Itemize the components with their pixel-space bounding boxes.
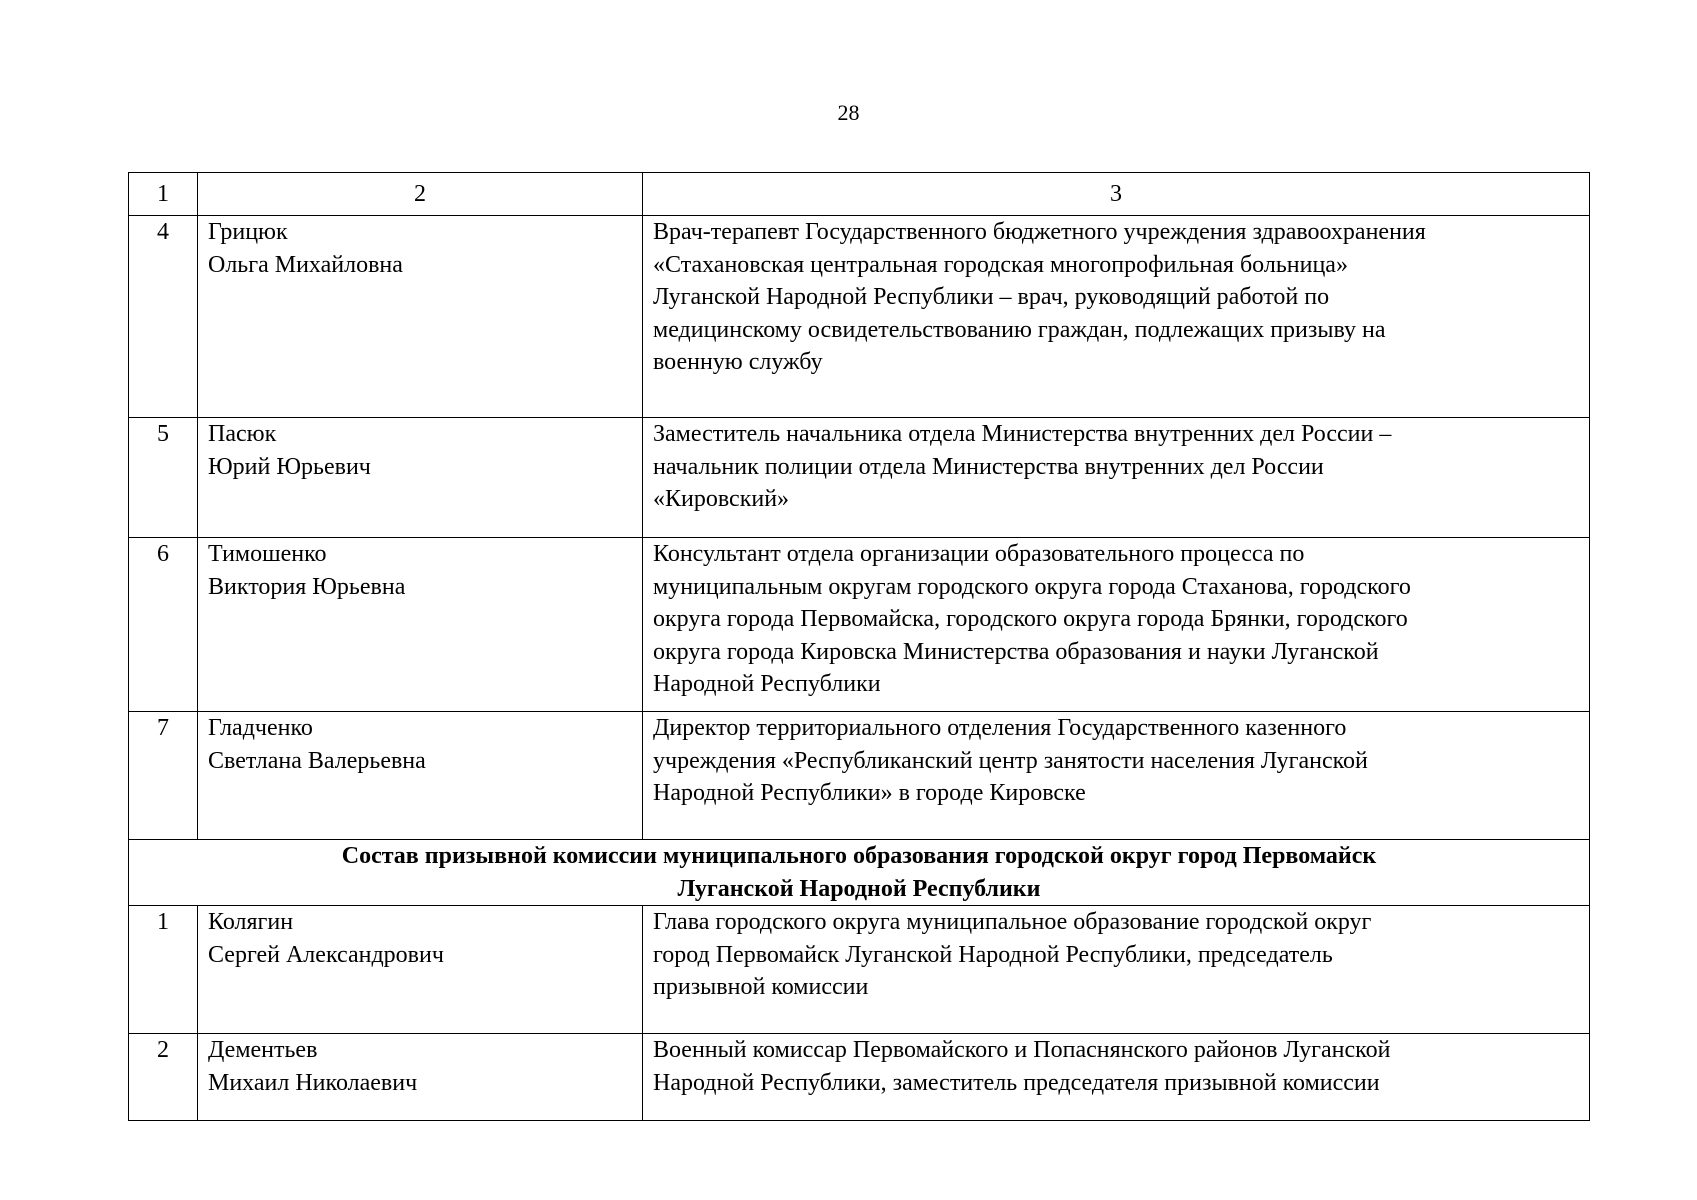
section-title-line: Состав призывной комиссии муниципального образования городской округ город Первомайск bbox=[341, 843, 1377, 869]
position-line: Глава городского округа муниципальное образование городской округ bbox=[653, 909, 1372, 935]
row-number: 7 bbox=[129, 712, 198, 840]
row-number: 4 bbox=[129, 216, 198, 418]
section-title-row bbox=[129, 840, 1590, 906]
surname: Гладченко bbox=[208, 715, 313, 741]
given-names: Юрий Юрьевич bbox=[208, 453, 371, 480]
position-line: «Стахановская центральная городская многопрофильная больница» bbox=[653, 251, 1348, 278]
position-line: призывной комиссии bbox=[653, 974, 869, 1000]
member-position bbox=[643, 216, 1590, 418]
member-name bbox=[198, 906, 643, 1034]
position-line: Консультант отдела организации образовательного процесса по bbox=[653, 541, 1305, 567]
position-line: Заместитель начальника отдела Министерства внутренних дел России – bbox=[653, 421, 1392, 447]
surname: Грицюк bbox=[208, 219, 288, 245]
table-row bbox=[129, 538, 1590, 712]
member-name bbox=[198, 216, 643, 418]
given-names: Светлана Валерьевна bbox=[208, 747, 426, 774]
row-number: 1 bbox=[129, 906, 198, 1034]
row-number: 2 bbox=[129, 1034, 198, 1121]
position-line: учреждения «Республиканский центр занятости населения Луганской bbox=[653, 747, 1368, 774]
table-row bbox=[129, 1034, 1590, 1121]
position-line: Народной Республики» в городе Кировске bbox=[653, 780, 1086, 806]
position-line: Военный комиссар Первомайского и Попаснянского районов Луганской bbox=[653, 1037, 1391, 1063]
commission-table bbox=[128, 172, 1590, 1121]
surname: Колягин bbox=[208, 909, 294, 935]
member-position bbox=[643, 906, 1590, 1034]
member-position bbox=[643, 418, 1590, 538]
surname: Дементьев bbox=[208, 1037, 318, 1063]
position-line: Директор территориального отделения Государственного казенного bbox=[653, 715, 1347, 741]
given-names: Виктория Юрьевна bbox=[208, 573, 406, 600]
surname: Пасюк bbox=[208, 421, 277, 447]
position-line: Народной Республики bbox=[653, 671, 881, 697]
table-row bbox=[129, 906, 1590, 1034]
member-position bbox=[643, 538, 1590, 712]
column-header-2: 2 bbox=[198, 173, 643, 216]
column-header-1: 1 bbox=[129, 173, 198, 216]
column-header-3: 3 bbox=[643, 173, 1590, 216]
table-row bbox=[129, 418, 1590, 538]
row-number: 6 bbox=[129, 538, 198, 712]
member-name bbox=[198, 538, 643, 712]
surname: Тимошенко bbox=[208, 541, 327, 567]
member-name bbox=[198, 1034, 643, 1121]
given-names: Михаил Николаевич bbox=[208, 1069, 418, 1096]
position-line: округа города Кировска Министерства образования и науки Луганской bbox=[653, 638, 1379, 665]
table-header-row bbox=[129, 173, 1590, 216]
section-title bbox=[129, 840, 1590, 906]
position-line: военную службу bbox=[653, 349, 823, 375]
position-line: Народной Республики, заместитель председателя призывной комиссии bbox=[653, 1069, 1380, 1096]
table-row bbox=[129, 216, 1590, 418]
position-line: Луганской Народной Республики – врач, руководящий работой по bbox=[653, 284, 1330, 310]
page-number: 28 bbox=[837, 100, 860, 125]
position-line: округа города Первомайска, городского округа города Брянки, городского bbox=[653, 606, 1408, 632]
position-line: муниципальным округам городского округа города Стаханова, городского bbox=[653, 573, 1411, 600]
member-name bbox=[198, 712, 643, 840]
position-line: начальник полиции отдела Министерства внутренних дел России bbox=[653, 453, 1324, 480]
position-line: город Первомайск Луганской Народной Республики, председатель bbox=[653, 941, 1333, 968]
position-line: Врач-терапевт Государственного бюджетного учреждения здравоохранения bbox=[653, 219, 1426, 245]
member-position bbox=[643, 712, 1590, 840]
member-position bbox=[643, 1034, 1590, 1121]
section-title-line: Луганской Народной Республики bbox=[677, 875, 1041, 902]
row-number: 5 bbox=[129, 418, 198, 538]
member-name bbox=[198, 418, 643, 538]
table-row bbox=[129, 712, 1590, 840]
position-line: медицинскому освидетельствованию граждан, подлежащих призыву на bbox=[653, 316, 1386, 343]
given-names: Сергей Александрович bbox=[208, 941, 444, 968]
position-line: «Кировский» bbox=[653, 486, 790, 512]
given-names: Ольга Михайловна bbox=[208, 251, 403, 278]
